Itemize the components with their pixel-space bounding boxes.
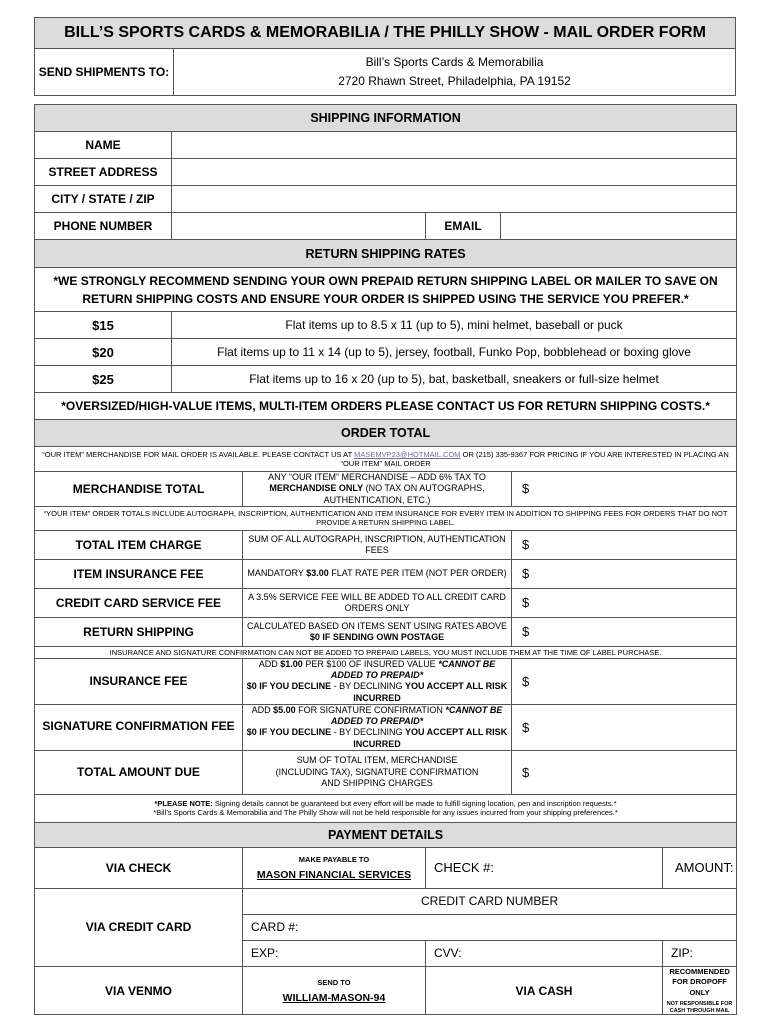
insurance-fee-field[interactable]: $ bbox=[512, 658, 737, 704]
cash-note-cell bbox=[663, 966, 737, 1015]
insurance-fee-label: INSURANCE FEE bbox=[35, 658, 243, 704]
credit-card-service-fee-label: CREDIT CARD SERVICE FEE bbox=[35, 588, 243, 617]
total-item-charge-field[interactable]: $ bbox=[512, 530, 737, 559]
email-label: EMAIL bbox=[426, 213, 501, 240]
rate-description: Flat items up to 11 x 14 (up to 5), jersey, football, Funko Pop, bobblehead or boxing glove bbox=[172, 339, 737, 366]
item-insurance-fee-label: ITEM INSURANCE FEE bbox=[35, 559, 243, 588]
insurance-signature-note: INSURANCE AND SIGNATURE CONFIRMATION CAN NOT BE ADDED TO PREPAID LABELS, YOU MUST INCLUDE THEM AT THE TIME OF LABEL PURCHASE. bbox=[35, 646, 737, 658]
total-amount-due-description: SUM OF TOTAL ITEM, MERCHANDISE (INCLUDING TAX), SIGNATURE CONFIRMATION AND SHIPPING CHARGES bbox=[243, 750, 512, 794]
oversized-note: *OVERSIZED/HIGH-VALUE ITEMS, MULTI-ITEM ORDERS PLEASE CONTACT US FOR RETURN SHIPPING COSTS.* bbox=[35, 393, 737, 420]
rate-description: Flat items up to 8.5 x 11 (up to 5), mini helmet, baseball or puck bbox=[172, 312, 737, 339]
zip-field[interactable]: ZIP: bbox=[663, 940, 737, 966]
city-state-zip-label: CITY / STATE / ZIP bbox=[35, 186, 172, 213]
credit-card-number-header: CREDIT CARD NUMBER bbox=[243, 888, 737, 914]
cash-recommendation: RECOMMENDED FOR DROPOFF ONLY bbox=[669, 966, 730, 997]
payee-name: MASON FINANCIAL SERVICES bbox=[256, 868, 412, 881]
return-shipping-description: CALCULATED BASED ON ITEMS SENT USING RATES ABOVE $0 IF SENDING OWN POSTAGE bbox=[243, 617, 512, 646]
insurance-fee-description: ADD $1.00 PER $100 OF INSURED VALUE *CANNOT BE ADDED TO PREPAID* $0 IF YOU DECLINE - BY DECLINING YOU ACCEPT ALL RISK INCURRED bbox=[243, 658, 512, 704]
header-table bbox=[34, 17, 736, 96]
check-payee-cell bbox=[243, 847, 426, 888]
send-to-label: SEND TO bbox=[317, 977, 351, 987]
merchandise-total-description: ANY “OUR ITEM” MERCHANDISE – ADD 6% TAX TO MERCHANDISE ONLY (NO TAX ON AUTOGRAPHS, AUTHENTICATION, ETC.) bbox=[243, 472, 512, 507]
cash-disclaimer: NOT RESPONSIBLE FOR CASH THROUGH MAIL bbox=[666, 1001, 733, 1014]
signature-confirmation-fee-description: ADD $5.00 FOR SIGNATURE CONFIRMATION *CANNOT BE ADDED TO PREPAID* $0 IF YOU DECLINE - BY DECLINING YOU ACCEPT ALL RISK INCURRED bbox=[243, 704, 512, 750]
street-address-label: STREET ADDRESS bbox=[35, 159, 172, 186]
city-state-zip-field[interactable] bbox=[172, 186, 737, 213]
via-cash-label: VIA CASH bbox=[426, 966, 663, 1015]
phone-number-field[interactable] bbox=[172, 213, 426, 240]
phone-number-label: PHONE NUMBER bbox=[35, 213, 172, 240]
total-amount-due-label: TOTAL AMOUNT DUE bbox=[35, 750, 243, 794]
return-shipping-field[interactable]: $ bbox=[512, 617, 737, 646]
main-table bbox=[34, 104, 737, 1015]
venmo-send-cell bbox=[243, 966, 426, 1015]
via-check-label: VIA CHECK bbox=[35, 847, 243, 888]
name-label: NAME bbox=[35, 132, 172, 159]
send-shipments-label: SEND SHIPMENTS TO: bbox=[35, 49, 174, 96]
total-amount-due-field[interactable]: $ bbox=[512, 750, 737, 794]
street-address-field[interactable] bbox=[172, 159, 737, 186]
order-total-header: ORDER TOTAL bbox=[35, 420, 737, 447]
payment-details-header: PAYMENT DETAILS bbox=[35, 822, 737, 847]
via-venmo-label: VIA VENMO bbox=[35, 966, 243, 1015]
email-field[interactable] bbox=[501, 213, 737, 240]
address-line-2: 2720 Rhawn Street, Philadelphia, PA 19152 bbox=[338, 74, 571, 88]
return-shipping-rates-header: RETURN SHIPPING RATES bbox=[35, 240, 737, 268]
rate-price: $25 bbox=[35, 366, 172, 393]
our-item-note: “OUR ITEM” MERCHANDISE FOR MAIL ORDER IS AVAILABLE. PLEASE CONTACT US AT MASEMVP23@HOTMAIL.COM OR (215) 335-9367 FOR PRICING IF YOU ARE INTERESTED IN PLACING AN “OUR ITEM” MAIL ORDER bbox=[35, 447, 737, 472]
total-item-charge-label: TOTAL ITEM CHARGE bbox=[35, 530, 243, 559]
form-title: BILL’S SPORTS CARDS & MEMORABILIA / THE PHILLY SHOW - MAIL ORDER FORM bbox=[35, 18, 736, 49]
exp-field[interactable]: EXP: bbox=[243, 940, 426, 966]
rate-price: $20 bbox=[35, 339, 172, 366]
rate-price: $15 bbox=[35, 312, 172, 339]
via-credit-card-label: VIA CREDIT CARD bbox=[35, 888, 243, 966]
cvv-field[interactable]: CVV: bbox=[426, 940, 663, 966]
credit-card-service-fee-description: A 3.5% SERVICE FEE WILL BE ADDED TO ALL CREDIT CARD ORDERS ONLY bbox=[243, 588, 512, 617]
signing-notes: *PLEASE NOTE: Signing details cannot be guaranteed but every effort will be made to fulfill signing location, pen and inscription requests.* *Bill’s Sports Cards & Memorabilia and The Philly Show will not be held responsible for any issues incurred from your shipping preferences.* bbox=[35, 794, 737, 822]
recommend-note: *WE STRONGLY RECOMMEND SENDING YOUR OWN PREPAID RETURN SHIPPING LABEL OR MAILER TO SAVE ON RETURN SHIPPING COSTS AND ENSURE YOUR ORDER IS SHIPPED USING THE SERVICE YOU PREFER.* bbox=[35, 268, 737, 312]
name-field[interactable] bbox=[172, 132, 737, 159]
card-number-field[interactable]: CARD #: bbox=[243, 914, 737, 940]
signature-confirmation-fee-label: SIGNATURE CONFIRMATION FEE bbox=[35, 704, 243, 750]
item-insurance-fee-field[interactable]: $ bbox=[512, 559, 737, 588]
venmo-username: WILLIAM-MASON-94 bbox=[282, 991, 386, 1004]
merchandise-total-field[interactable]: $ bbox=[512, 472, 737, 507]
contact-email-link[interactable]: MASEMVP23@HOTMAIL.COM bbox=[354, 449, 461, 459]
merchandise-total-label: MERCHANDISE TOTAL bbox=[35, 472, 243, 507]
your-item-note: “YOUR ITEM” ORDER TOTALS INCLUDE AUTOGRAPH, INSCRIPTION, AUTHENTICATION AND ITEM INSURANCE FOR EVERY ITEM IN ADDITION TO SHIPPING FEES FOR ORDERS THAT DO NOT PROVIDE A RETURN SHIPPING LABEL. bbox=[35, 506, 737, 530]
shipping-information-header: SHIPPING INFORMATION bbox=[35, 105, 737, 132]
make-payable-to-label: MAKE PAYABLE TO bbox=[298, 854, 370, 864]
credit-card-service-fee-field[interactable]: $ bbox=[512, 588, 737, 617]
total-item-charge-description: SUM OF ALL AUTOGRAPH, INSCRIPTION, AUTHENTICATION FEES bbox=[243, 530, 512, 559]
address-line-1: Bill’s Sports Cards & Memorabilia bbox=[365, 54, 544, 69]
rate-description: Flat items up to 16 x 20 (up to 5), bat, basketball, sneakers or full-size helmet bbox=[172, 366, 737, 393]
check-number-field[interactable]: CHECK #: bbox=[426, 847, 663, 888]
amount-field[interactable]: AMOUNT: bbox=[663, 847, 737, 888]
return-shipping-label: RETURN SHIPPING bbox=[35, 617, 243, 646]
signature-confirmation-fee-field[interactable]: $ bbox=[512, 704, 737, 750]
item-insurance-fee-description: MANDATORY $3.00 FLAT RATE PER ITEM (NOT PER ORDER) bbox=[243, 559, 512, 588]
